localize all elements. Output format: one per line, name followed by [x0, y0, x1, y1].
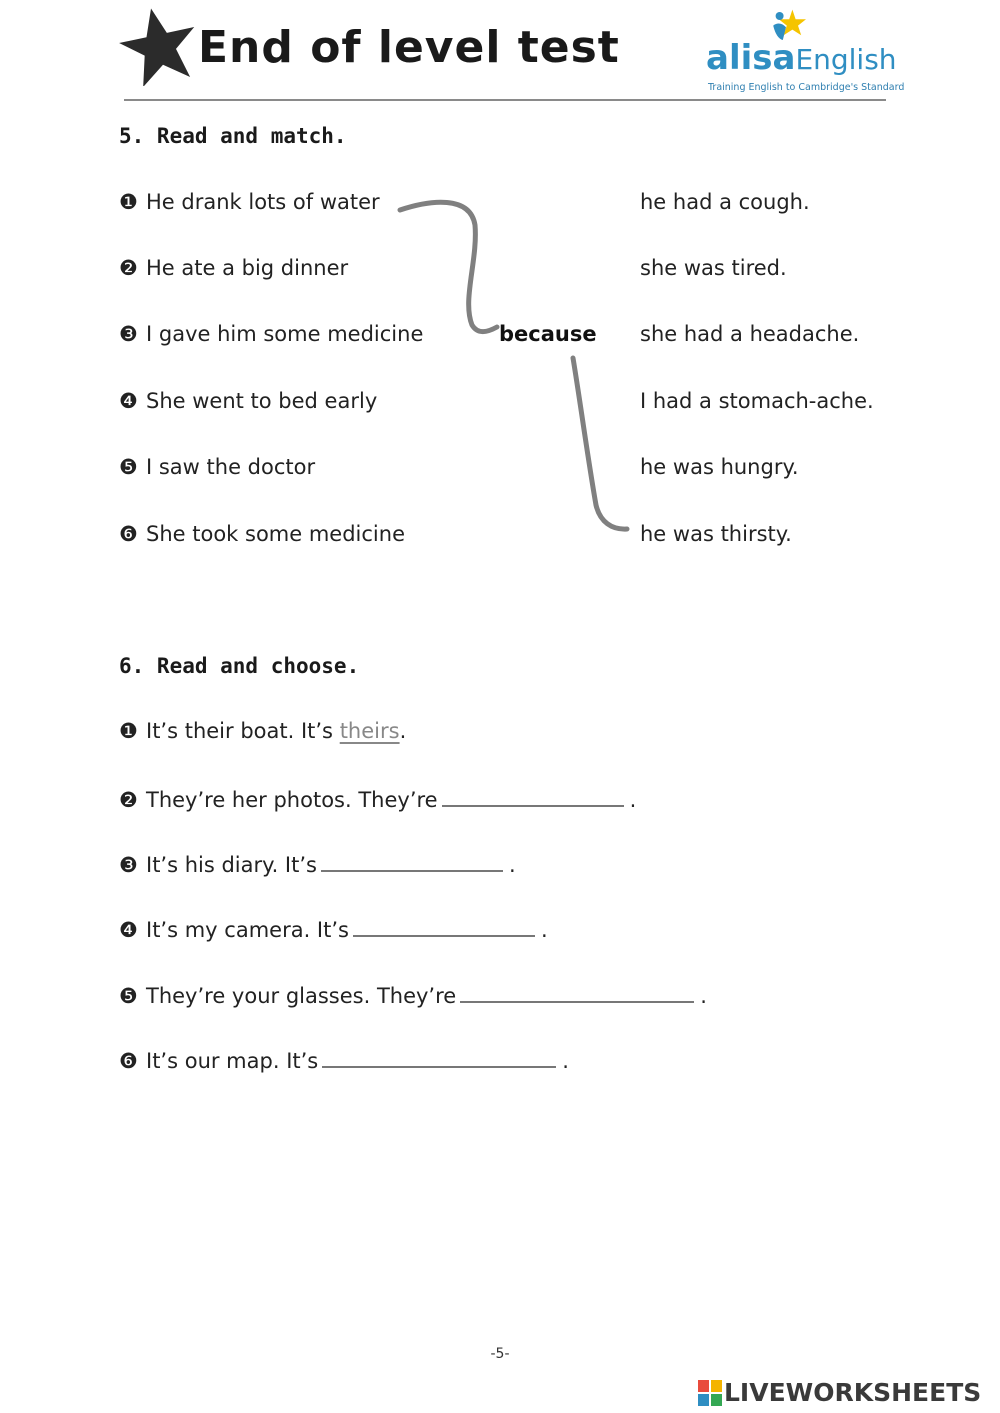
match-left-item[interactable]: [119, 455, 315, 479]
match-left-item[interactable]: [119, 256, 348, 280]
liveworksheets-text: LIVEWORKSHEETS: [724, 1378, 982, 1407]
brand-tagline: Training English to Cambridge's Standard: [708, 82, 905, 93]
item-number: ❷: [119, 788, 138, 812]
answer-input[interactable]: [322, 1046, 556, 1068]
section-6-title: 6. Read and choose.: [119, 654, 360, 678]
answer-input[interactable]: theirs: [339, 719, 400, 743]
sentence-end: .: [399, 719, 407, 743]
answer-input[interactable]: [321, 850, 503, 872]
question-row: [119, 785, 636, 812]
question-prompt: It’s our map. It’s: [146, 1049, 319, 1073]
match-right-item[interactable]: he was hungry.: [640, 455, 799, 479]
brand-name-primary: alisa: [706, 38, 796, 78]
match-line-left: [400, 202, 497, 331]
question-prompt: They’re your glasses. They’re: [146, 984, 457, 1008]
item-number: ❶: [119, 719, 138, 743]
match-line-right: [573, 358, 627, 529]
match-left-text: She took some medicine: [146, 522, 405, 546]
question-prompt: It’s his diary. It’s: [146, 853, 317, 877]
liveworksheets-icon: [698, 1380, 722, 1406]
item-number: ❸: [119, 322, 138, 346]
connector-word[interactable]: because: [499, 322, 597, 346]
item-number: ❺: [119, 455, 138, 479]
brand-name-secondary: English: [795, 43, 897, 76]
liveworksheets-logo[interactable]: [698, 1378, 981, 1408]
section-5-title: 5. Read and match.: [119, 124, 347, 148]
question-row: [119, 915, 548, 942]
match-left-text: I gave him some medicine: [146, 322, 424, 346]
item-number: ❺: [119, 984, 138, 1008]
item-number: ❻: [119, 1049, 138, 1073]
match-left-item[interactable]: [119, 522, 405, 546]
sentence-end: .: [562, 1049, 569, 1073]
item-number: ❷: [119, 256, 138, 280]
match-left-text: She went to bed early: [146, 389, 378, 413]
question-row: [119, 850, 516, 877]
match-left-item[interactable]: [119, 190, 380, 214]
header-divider: [124, 99, 886, 101]
item-number: ❻: [119, 522, 138, 546]
question-row: [119, 981, 707, 1008]
match-right-item[interactable]: he was thirsty.: [640, 522, 792, 546]
answer-input[interactable]: [353, 915, 535, 937]
answer-input[interactable]: [460, 981, 694, 1003]
match-right-item[interactable]: she had a headache.: [640, 322, 860, 346]
answer-input[interactable]: [442, 785, 624, 807]
page-title: End of level test: [198, 22, 620, 73]
match-left-item[interactable]: [119, 322, 423, 346]
match-left-text: I saw the doctor: [146, 455, 316, 479]
match-right-item[interactable]: he had a cough.: [640, 190, 810, 214]
sentence-end: .: [629, 788, 637, 812]
question-prompt: It’s my camera. It’s: [146, 918, 349, 942]
match-left-text: He drank lots of water: [146, 190, 380, 214]
sentence-end: .: [540, 918, 548, 942]
brand-logo: [706, 8, 905, 98]
item-number: ❸: [119, 853, 138, 877]
match-right-item[interactable]: she was tired.: [640, 256, 787, 280]
question-prompt: It’s their boat. It’s: [146, 719, 334, 743]
question-row: [119, 719, 406, 743]
question-prompt: They’re her photos. They’re: [146, 788, 438, 812]
item-number: ❶: [119, 190, 138, 214]
question-row: [119, 1046, 569, 1073]
page-number: -5-: [490, 1346, 510, 1362]
match-left-text: He ate a big dinner: [146, 256, 349, 280]
sentence-end: .: [508, 853, 516, 877]
sentence-end: .: [700, 984, 707, 1008]
star-icon: [118, 6, 200, 86]
match-left-item[interactable]: [119, 389, 377, 413]
item-number: ❹: [119, 918, 138, 942]
match-right-item[interactable]: I had a stomach-ache.: [640, 389, 874, 413]
item-number: ❹: [119, 389, 138, 413]
